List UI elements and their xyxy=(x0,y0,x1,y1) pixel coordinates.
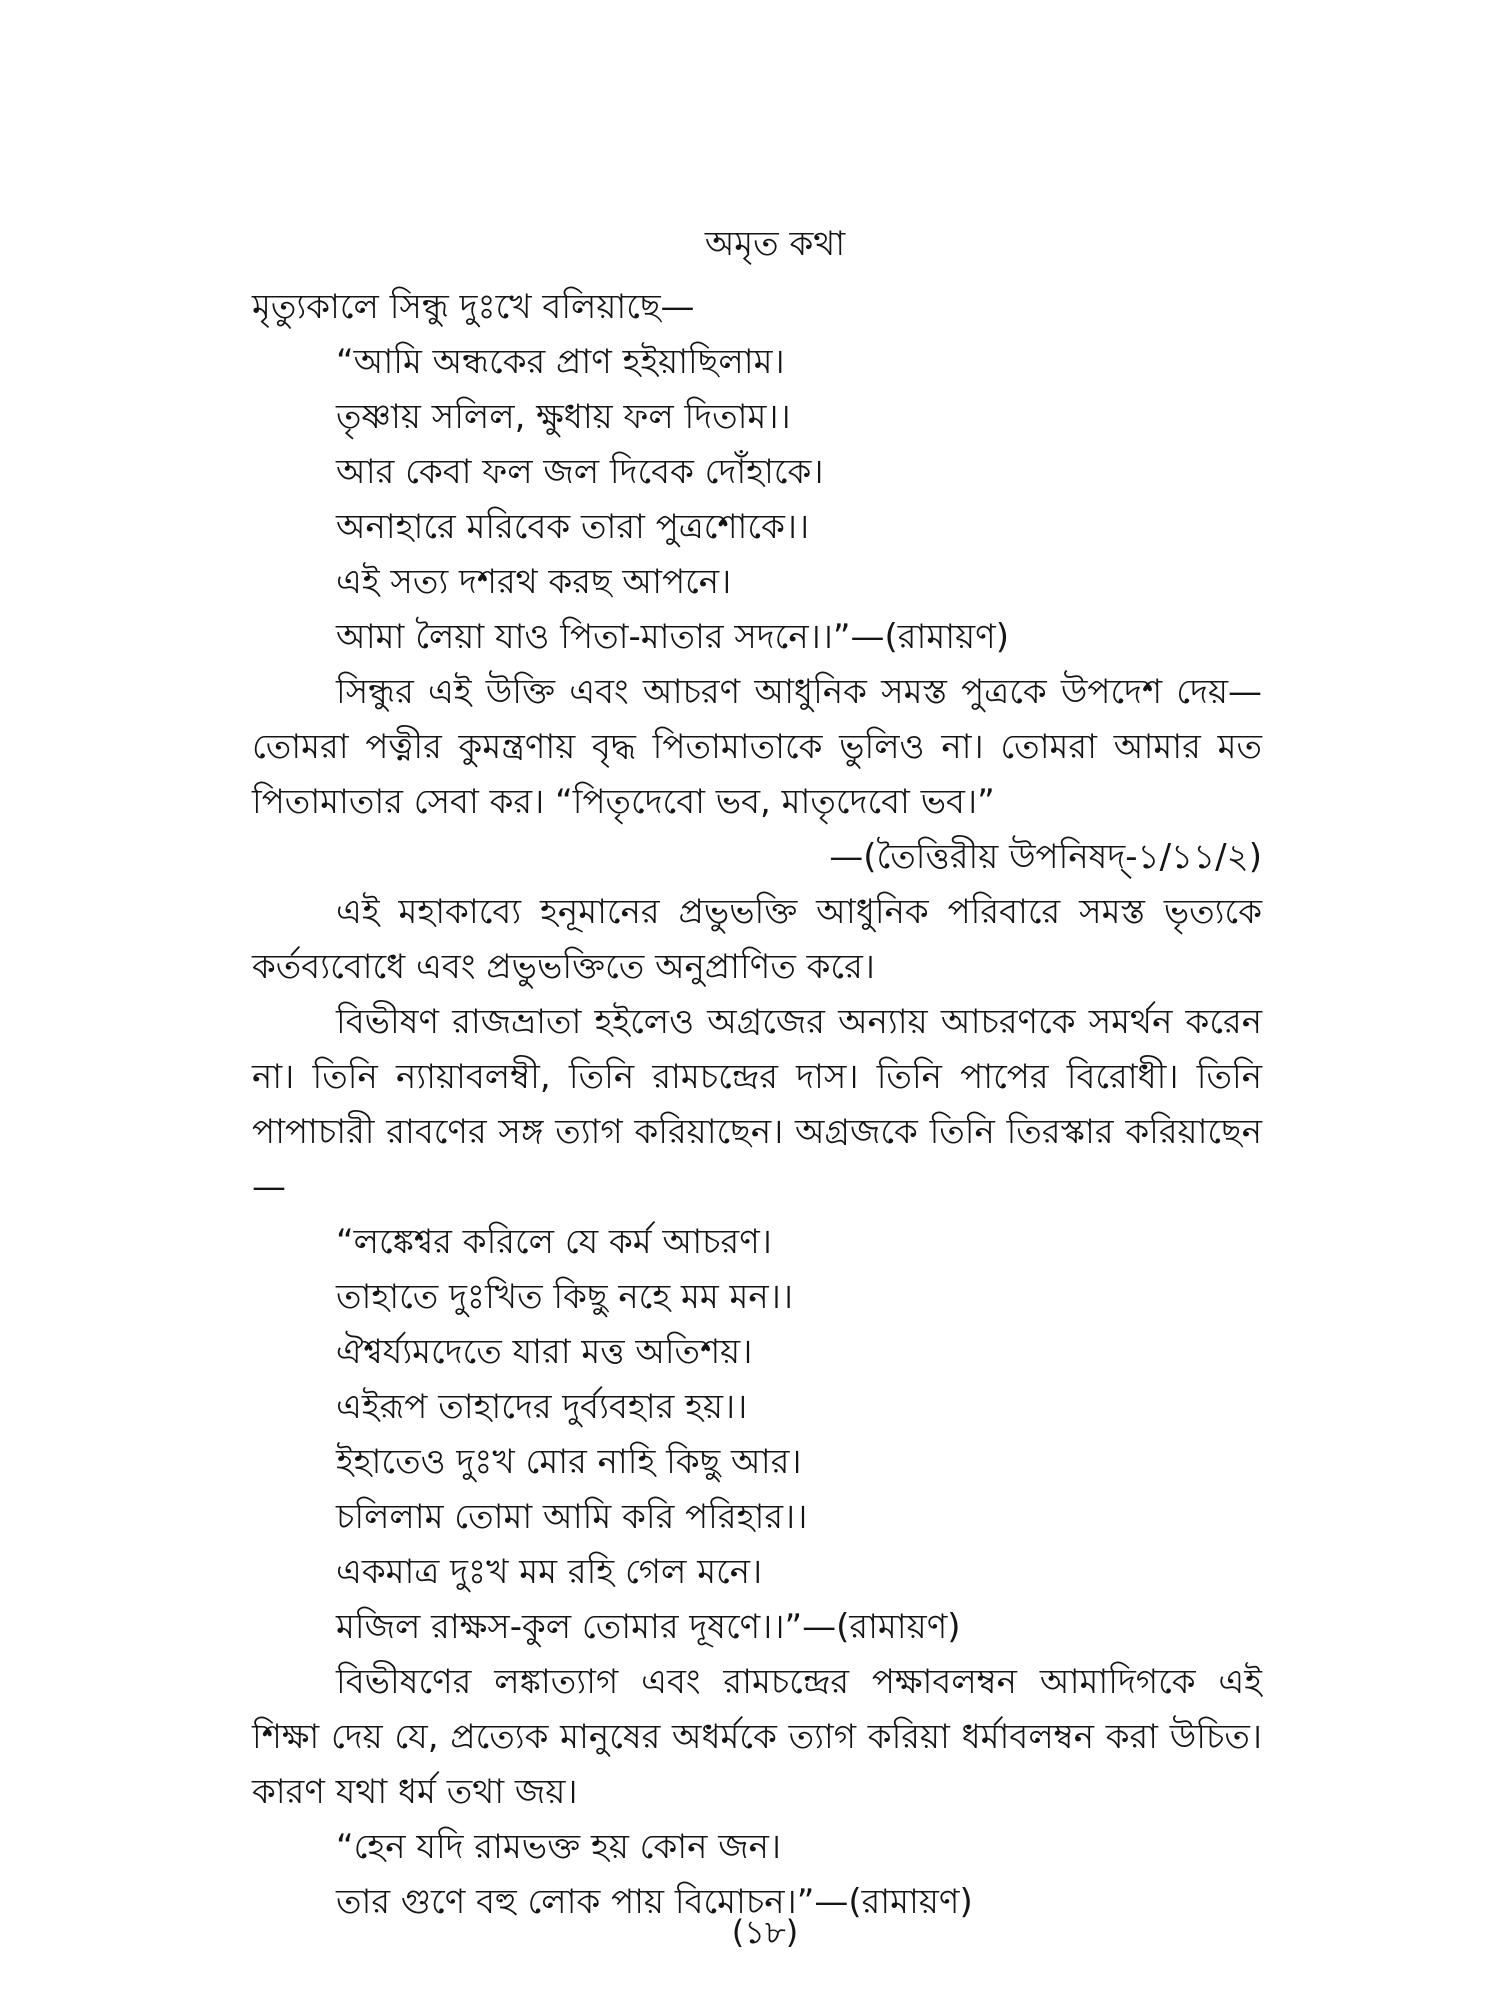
verse-line: অনাহারে মরিবেক তারা পুত্রশোকে।। xyxy=(336,507,810,547)
verse-line: একমাত্র দুঃখ মম রহি গেল মনে। xyxy=(336,1552,763,1592)
verse-line: “হেন যদি রামভক্ত হয় কোন জন। xyxy=(336,1827,782,1867)
verse-line: তৃষ্ণায় সলিল, ক্ষুধায় ফল দিতাম।। xyxy=(336,397,791,437)
paragraph-dharma: বিভীষণের লঙ্কাত্যাগ এবং রামচন্দ্রের পক্ষাবলম্বন আমাদিগকে এই শিক্ষা দেয় যে, প্রত্যেক মানুষের অধর্মকে ত্যাগ করিয়া ধর্মাবলম্বন করা উচিত। কারণ যথা ধর্ম তথা জয়। xyxy=(252,1662,1262,1812)
paragraph-hanuman: এই মহাকাব্যে হনূমানের প্রভুভক্তি আধুনিক পরিবারে সমস্ত ভৃত্যকে কর্তব্যবোধে এবং প্রভুভক্তিতে অনুপ্রাণিত করে। xyxy=(252,892,1262,987)
citation-taittiriya: —(তৈত্তিরীয় উপনিষদ্-১/১১/২) xyxy=(829,837,1262,877)
intro-line: মৃত্যুকালে সিন্ধু দুঃখে বলিয়াছে— xyxy=(252,287,695,327)
verse-line: “আমি অন্ধকের প্রাণ হইয়াছিলাম। xyxy=(336,342,785,382)
verse-line: আমা লৈয়া যাও পিতা-মাতার সদনে।।”—(রামায়ণ) xyxy=(336,617,1009,657)
verse-line: “লঙ্কেশ্বর করিলে যে কর্ম আচরণ। xyxy=(336,1222,772,1262)
verse-sindhu xyxy=(252,335,1262,665)
verse-line: চলিলাম তোমা আমি করি পরিহার।। xyxy=(336,1497,808,1537)
page-number: (১৮) xyxy=(731,1913,799,1951)
paragraph-sindhu-lesson: সিন্ধুর এই উক্তি এবং আচরণ আধুনিক সমস্ত পুত্রকে উপদেশ দেয়— তোমরা পত্নীর কুমন্ত্রণায় বৃদ্ধ পিতামাতাকে ভুলিও না। তোমরা আমার মত পিতামাতার সেবা কর। “পিতৃদেবো ভব, মাতৃদেবো ভব।” xyxy=(252,672,1262,822)
verse-line: ইহাতেও দুঃখ মোর নাহি কিছু আর। xyxy=(336,1442,802,1482)
verse-line: ঐশ্বর্য্যমদেতে যারা মত্ত অতিশয়। xyxy=(336,1332,753,1372)
verse-line: তাহাতে দুঃখিত কিছু নহে মম মন।। xyxy=(336,1277,794,1317)
verse-line: আর কেবা ফল জল দিবেক দোঁহাকে। xyxy=(336,452,824,492)
verse-line: মজিল রাক্ষস-কুল তোমার দূষণে।।”—(রামায়ণ) xyxy=(336,1607,961,1647)
verse-line: এইরূপ তাহাদের দুর্ব্যবহার হয়।। xyxy=(336,1387,748,1427)
verse-line: এই সত্য দশরথ করছ আপনে। xyxy=(336,562,732,602)
paragraph-bibhishan: বিভীষণ রাজভ্রাতা হইলেও অগ্রজের অন্যায় আচরণকে সমর্থন করেন না। তিনি ন্যায়াবলম্বী, তিনি রামচন্দ্রের দাস। তিনি পাপের বিরোধী। তিনি পাপাচারী রাবণের সঙ্গ ত্যাগ করিয়াছেন। অগ্রজকে তিনি তিরস্কার করিয়াছেন— xyxy=(252,1002,1262,1207)
running-title: অমৃত কথা xyxy=(704,224,846,264)
verse-line: তার গুণে বহু লোক পায় বিমোচন।”—(রামায়ণ) xyxy=(336,1882,973,1922)
page-body xyxy=(252,280,1262,1930)
verse-bibhishan xyxy=(252,1215,1262,1655)
